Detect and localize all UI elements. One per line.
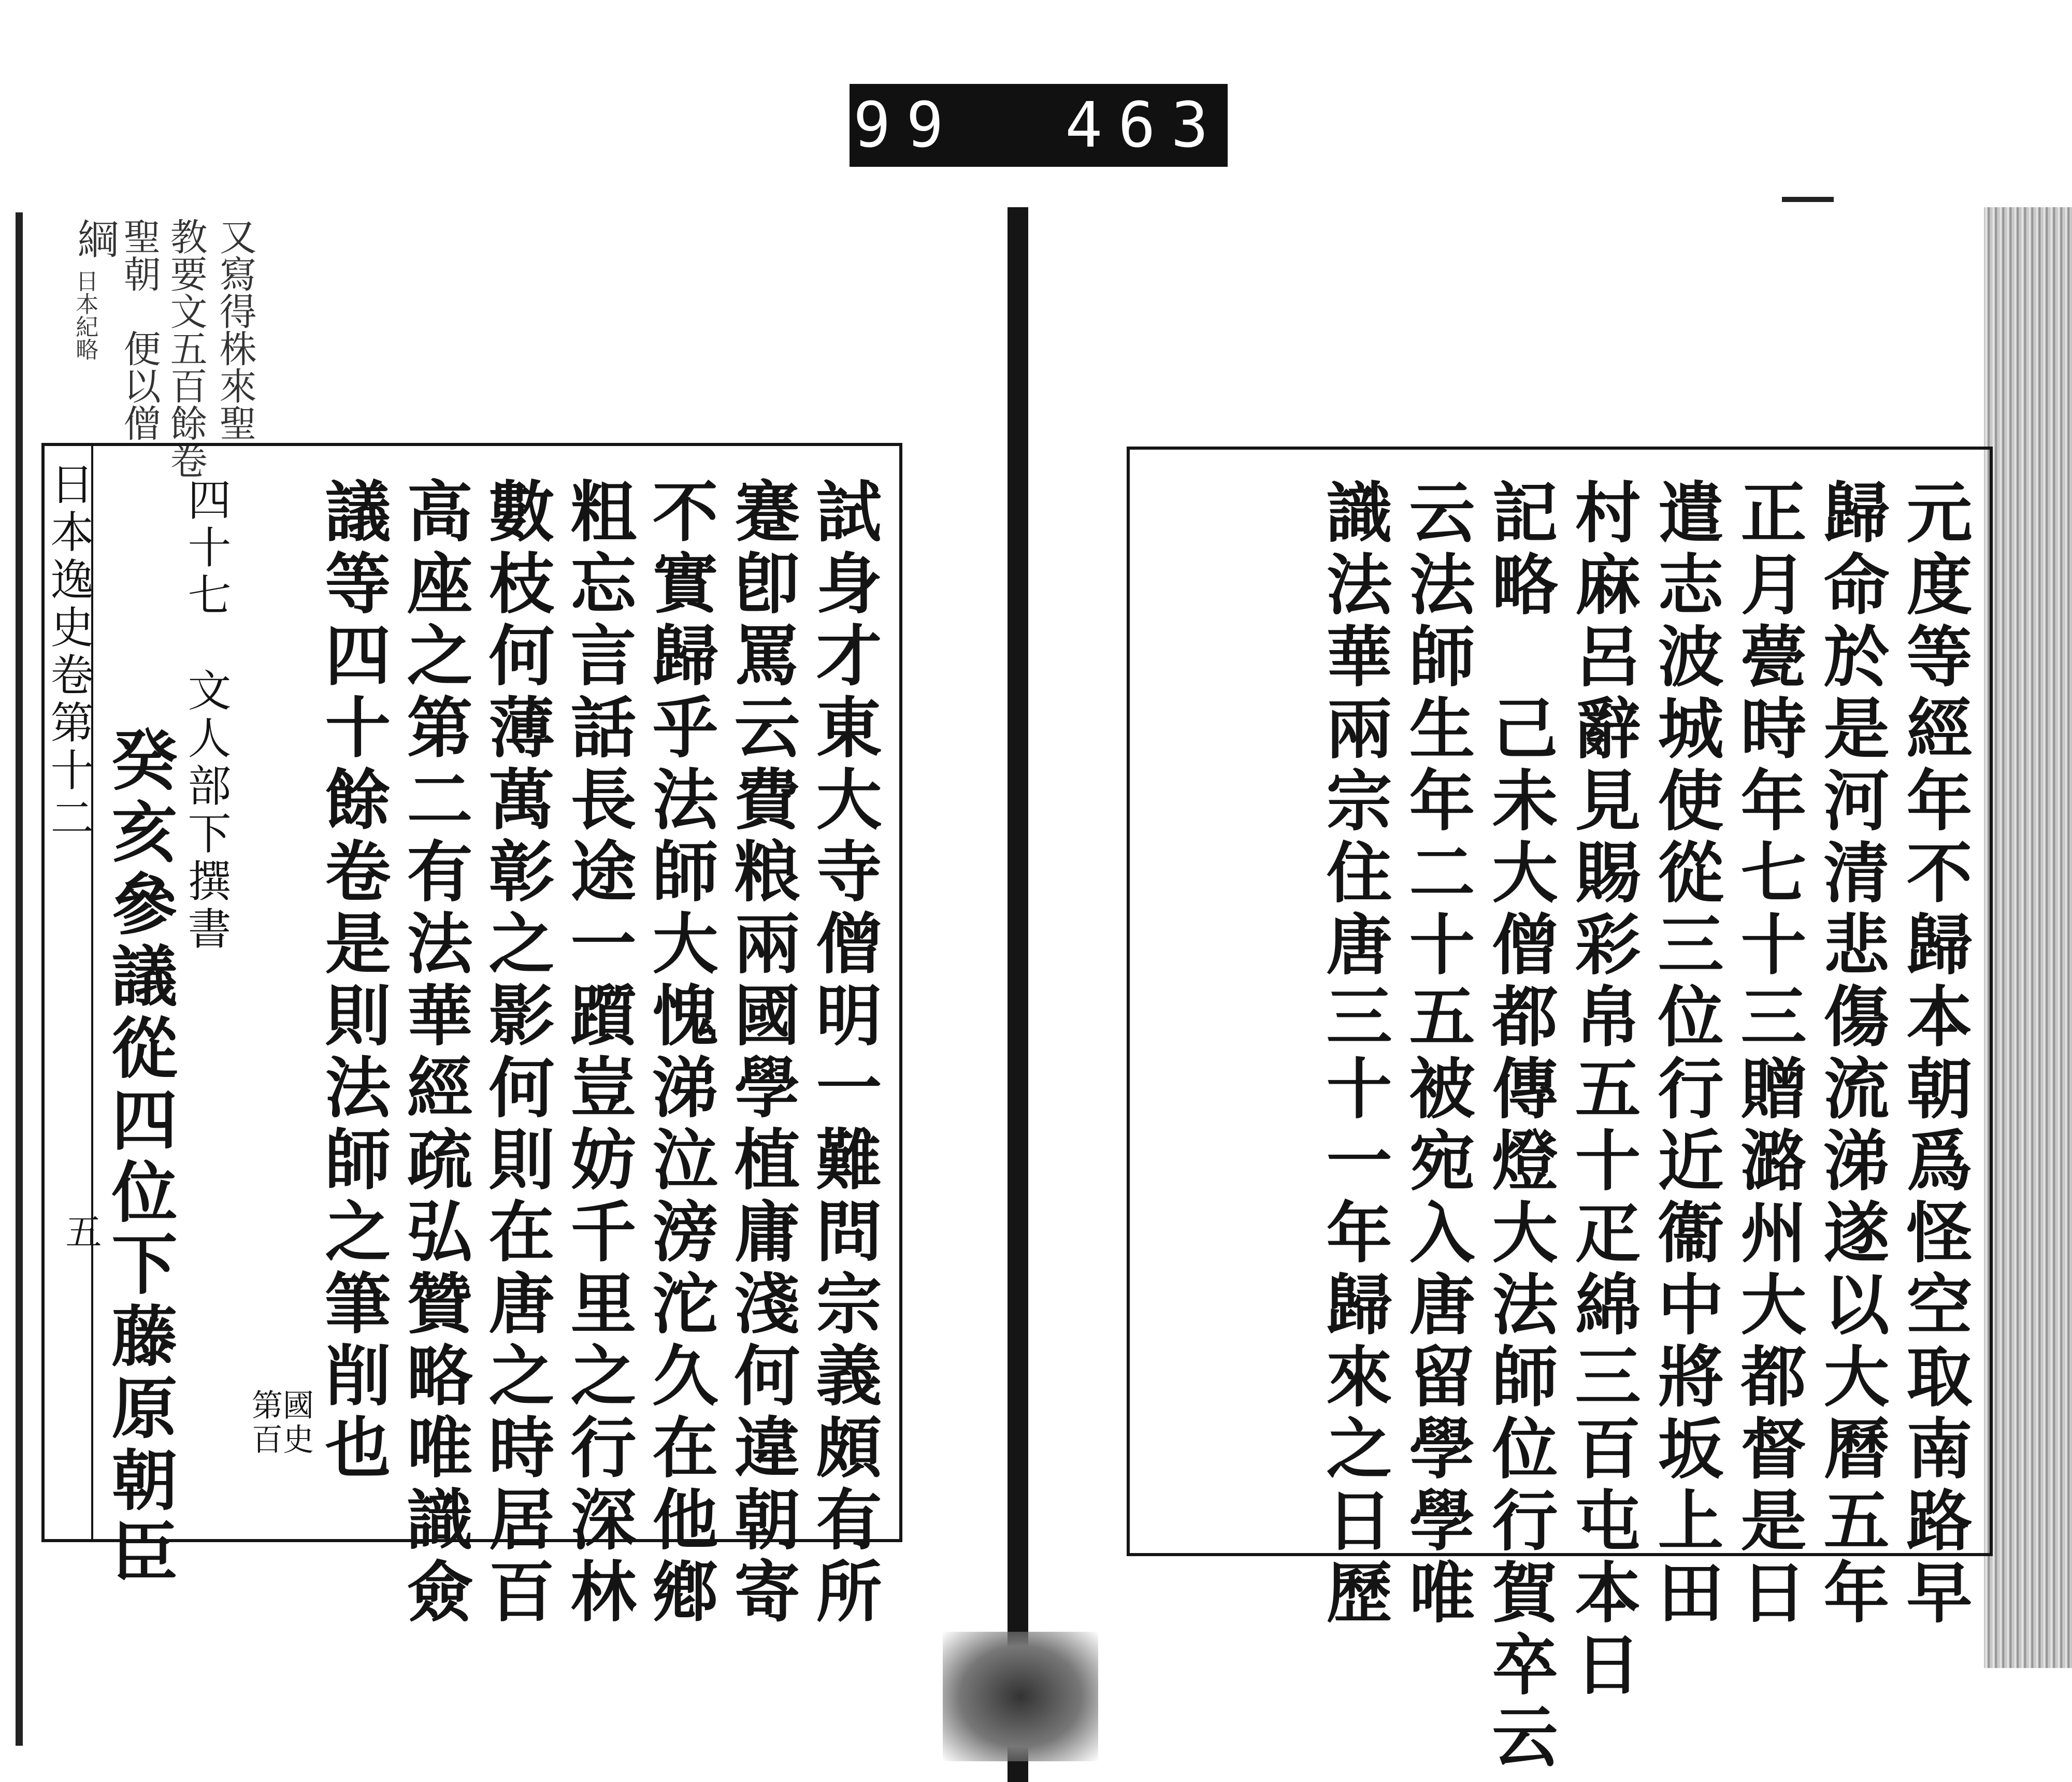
right-page-frame xyxy=(1127,447,1993,1774)
left-book-edge xyxy=(16,212,23,1746)
left-col-6: 高座之第二有法華經疏弘贊略唯識僉 xyxy=(396,477,473,1629)
left-col-3: 不實歸乎法師大愧涕泣滂沱久在他鄕 xyxy=(642,477,719,1629)
edge-tab-mark xyxy=(1782,197,1834,202)
right-col-4: 遣志波城使從三位行近衞中將坂上田 xyxy=(1647,478,1724,1630)
handnote-line-1: 又寫得株來聖 xyxy=(213,218,257,441)
left-note-1: 國史 xyxy=(278,1389,314,1457)
left-note-2: 第百 xyxy=(247,1389,283,1457)
handnote-line-4: 綱 xyxy=(70,218,119,259)
handnote-line-2: 教要文五百餘卷 xyxy=(164,218,208,479)
right-col-7: 云法師生年二十五被宛入唐留學學唯 xyxy=(1399,478,1476,1630)
right-col-3: 正月甍時年七十三贈潞州大都督是日 xyxy=(1730,478,1807,1630)
right-col-2: 歸命於是河清悲傷流涕遂以大曆五年 xyxy=(1813,478,1890,1630)
right-col-6: 記略 己未大僧都傳燈大法師位行賀卒云 xyxy=(1481,478,1559,1774)
page-number: 五 xyxy=(60,1213,102,1249)
spine-shadow xyxy=(943,1632,1098,1761)
right-page-stack-edge xyxy=(1984,207,2072,1668)
handnote-line-3: 聖朝 便以僧 xyxy=(117,218,161,441)
book-spine xyxy=(1008,207,1028,1782)
left-col-8: 四十七 文人部下撰書 xyxy=(181,477,232,954)
right-col-1: 元度等經年不歸本朝爲怪空取南路早 xyxy=(1896,478,1973,1630)
left-col-2: 蹇卽罵云費粮兩國學植庸淺何違朝寄 xyxy=(724,477,801,1629)
right-col-5: 村麻呂辭見賜彩帛五十疋綿三百屯本日 xyxy=(1564,478,1642,1702)
left-col-4: 粗忘言話長途一躓豈妨千里之行深林 xyxy=(560,477,637,1629)
left-col-5: 數枝何薄萬彰之影何則在唐之時居百 xyxy=(478,477,555,1629)
right-col-8: 識法華兩宗住唐三十一年歸來之日歷 xyxy=(1316,478,1393,1630)
handnote-sub: 日本紀略 xyxy=(71,269,98,361)
margin-title: 日本逸史卷第十二 xyxy=(44,462,94,843)
left-col-1: 試身才東大寺僧明一難問宗義頗有所 xyxy=(805,477,883,1629)
left-col-7: 議等四十餘卷是則法師之筆削也 xyxy=(314,477,392,1485)
archive-label-text: 699 463. xyxy=(800,89,1277,162)
left-page-frame xyxy=(41,443,902,1629)
archive-label xyxy=(800,84,1277,167)
left-col-9: 癸亥參議從四位下藤原朝臣 xyxy=(101,726,178,1590)
